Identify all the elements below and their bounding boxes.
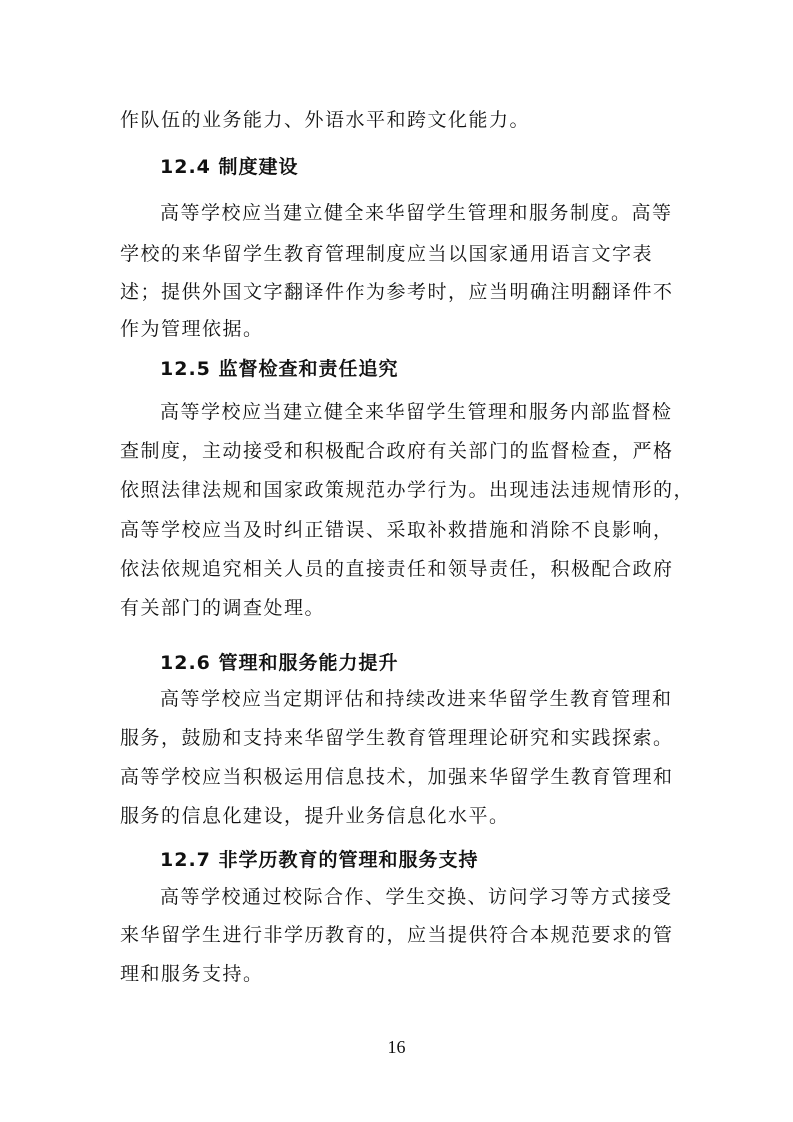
paragraph-line: 依照法律法规和国家政策规范办学行为。出现违法违规情形的， xyxy=(120,479,695,501)
paragraph-line: 高等学校应当定期评估和持续改进来华留学生教育管理和 xyxy=(160,688,673,710)
section-heading-12-6: 12.6 管理和服务能力提升 xyxy=(160,652,399,674)
paragraph-line: 作为管理依据。 xyxy=(120,318,264,340)
paragraph-line: 理和服务支持。 xyxy=(120,963,264,985)
section-heading-12-5: 12.5 监督检查和责任追究 xyxy=(160,358,399,380)
paragraph-line: 述；提供外国文字翻译件作为参考时，应当明确注明翻译件不 xyxy=(120,281,674,303)
section-heading-12-7: 12.7 非学历教育的管理和服务支持 xyxy=(160,849,479,871)
paragraph-line: 服务，鼓励和支持来华留学生教育管理理论研究和实践探索。 xyxy=(120,727,674,749)
paragraph-line: 查制度，主动接受和积极配合政府有关部门的监督检查，严格 xyxy=(120,440,674,462)
section-heading-12-4: 12.4 制度建设 xyxy=(160,156,299,178)
paragraph-line: 服务的信息化建设，提升业务信息化水平。 xyxy=(120,805,510,827)
paragraph-line: 有关部门的调查处理。 xyxy=(120,597,326,619)
paragraph-line: 高等学校通过校际合作、学生交换、访问学习等方式接受 xyxy=(160,886,673,908)
paragraph-line: 来华留学生进行非学历教育的，应当提供符合本规范要求的管 xyxy=(120,924,674,946)
paragraph-line: 依法依规追究相关人员的直接责任和领导责任，积极配合政府 xyxy=(120,558,674,580)
page-number: 16 xyxy=(387,1037,406,1057)
paragraph-line: 学校的来华留学生教育管理制度应当以国家通用语言文字表 xyxy=(120,243,654,265)
paragraph-line: 高等学校应当及时纠正错误、采取补救措施和消除不良影响， xyxy=(120,519,674,541)
paragraph-line: 高等学校应当建立健全来华留学生管理和服务内部监督检 xyxy=(160,401,673,423)
paragraph-line: 高等学校应当积极运用信息技术，加强来华留学生教育管理和 xyxy=(120,766,674,788)
paragraph-line: 作队伍的业务能力、外语水平和跨文化能力。 xyxy=(120,109,531,131)
paragraph-line: 高等学校应当建立健全来华留学生管理和服务制度。高等 xyxy=(160,202,673,224)
